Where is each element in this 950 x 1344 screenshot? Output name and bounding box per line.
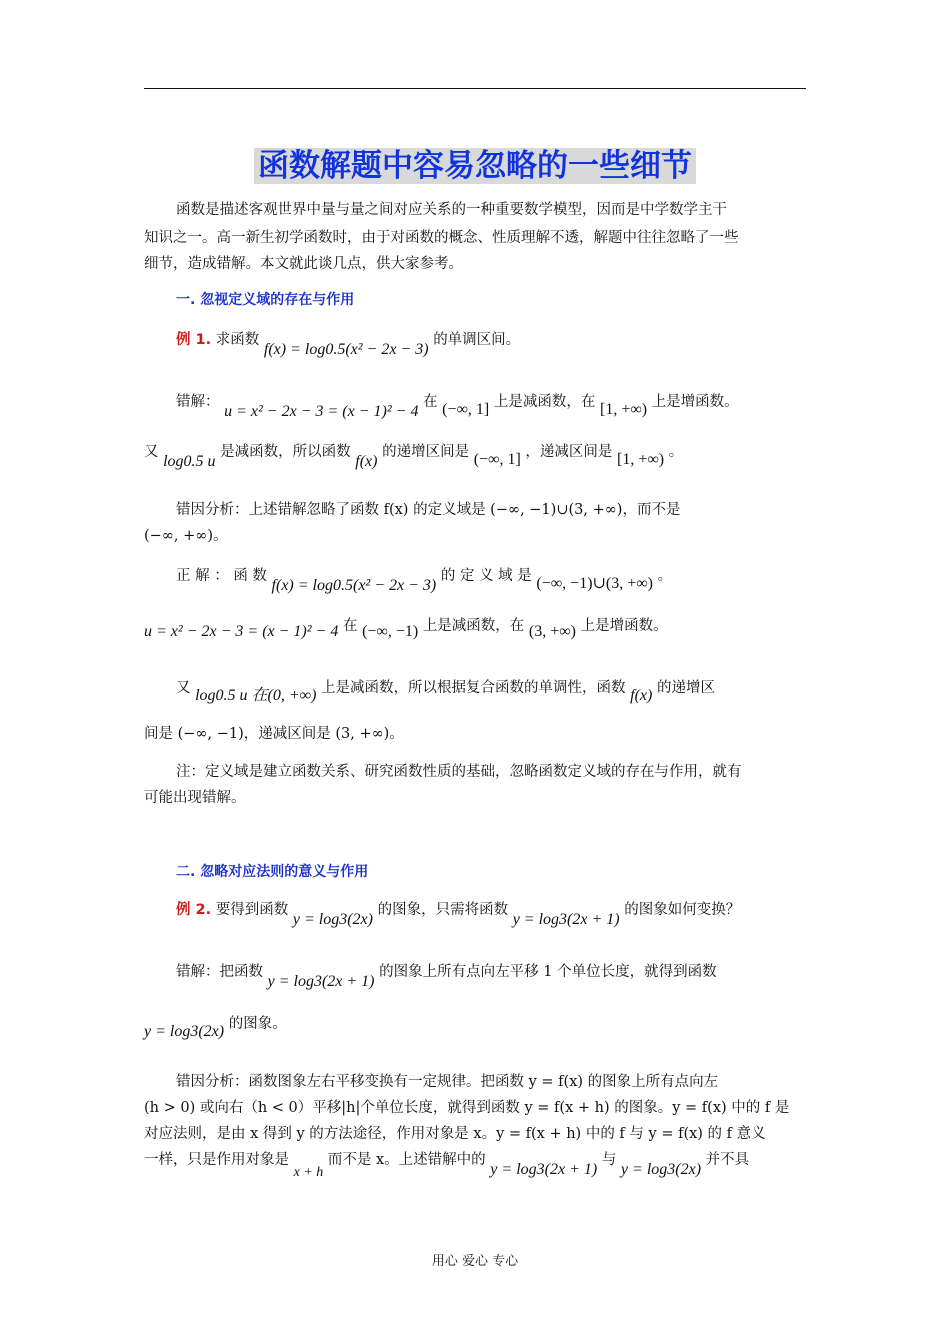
note-line-1: 注：定义域是建立函数关系、研究函数性质的基础，忽略函数定义域的存在与作用，就有 <box>176 764 742 780</box>
analysis-1-line-1: 错因分析：上述错解忽略了函数 f(x) 的定义域是 (−∞, −1)∪(3, +∞)，而不是 <box>176 502 681 518</box>
wrong-solution-1-cont: 又 log0.5 u 是减函数，所以函数 f(x) 的递增区间是 (−∞, 1] ，递减区间是 [1, +∞) 。 <box>144 444 684 470</box>
wrong-solution-2: 错解：把函数 y = log3(2x + 1) 的图象上所有点向左平移 1 个单位长度，就得到函数 <box>176 964 717 990</box>
analysis-2-line-3: 对应法则，是由 x 得到 y 的方法途径，作用对象是 x。y = f(x + h) 中的 f 与 y = f(x) 的 f 意义 <box>144 1126 766 1142</box>
section-2-heading: 二. 忽略对应法则的意义与作用 <box>176 864 369 880</box>
intro-line-3: 细节，造成错解。本文就此谈几点，供大家参考。 <box>144 256 463 272</box>
intro-line-1: 函数是描述客观世界中量与量之间对应关系的一种重要数学模型，因而是中学数学主干 <box>176 202 727 218</box>
example-2: 例 2. 要得到函数 y = log3(2x) 的图象，只需将函数 y = log3(2x + 1) 的图象如何变换？ <box>176 902 741 928</box>
page-title: 函数解题中容易忽略的一些细节 <box>0 140 950 185</box>
correct-solution-1-line-2: u = x² − 2x − 3 = (x − 1)² − 4 在 (−∞, −1) 上是减函数，在 (3, +∞) 上是增函数。 <box>144 618 668 640</box>
note-line-2: 可能出现错解。 <box>144 790 246 806</box>
wrong-solution-1: 错解： u = x² − 2x − 3 = (x − 1)² − 4 在 (−∞, 1] 上是减函数，在 [1, +∞) 上是增函数。 <box>176 394 739 420</box>
correct-solution-1-line-3: 又 log0.5 u 在(0, +∞) 上是减函数，所以根据复合函数的单调性，函数 f(x) 的递增区 <box>176 680 715 704</box>
page-footer: 用心 爱心 专心 <box>431 1254 519 1269</box>
section-1-heading: 一. 忽视定义域的存在与作用 <box>176 292 355 308</box>
analysis-2-line-2: (h > 0) 或向右（h < 0）平移|h|个单位长度，就得到函数 y = f(x + h) 的图象。y = f(x) 中的 f 是 <box>144 1100 790 1116</box>
header-rule <box>144 88 806 89</box>
intro-line-2: 知识之一。高一新生初学函数时，由于对函数的概念、性质理解不透，解题中往往忽略了一些 <box>144 230 739 246</box>
correct-solution-1-line-4: 间是 (−∞, −1)，递减区间是 (3, +∞)。 <box>144 726 404 742</box>
analysis-2-line-4: 一样，只是作用对象是 x + h 而不是 x。上述错解中的 y = log3(2x + 1) 与 y = log3(2x) 并不具 <box>144 1152 750 1180</box>
wrong-solution-2-cont: y = log3(2x) 的图象。 <box>144 1016 287 1040</box>
example-1: 例 1. 求函数 f(x) = log0.5(x² − 2x − 3) 的单调区间。 <box>176 332 521 358</box>
correct-solution-1: 正 解 ： 函 数 f(x) = log0.5(x² − 2x − 3) 的 定 义 域 是 (−∞, −1)∪(3, +∞) 。 <box>176 568 673 594</box>
analysis-1-line-2: (−∞, +∞)。 <box>144 528 228 544</box>
analysis-2-line-1: 错因分析：函数图象左右平移变换有一定规律。把函数 y = f(x) 的图象上所有点向左 <box>176 1074 719 1090</box>
